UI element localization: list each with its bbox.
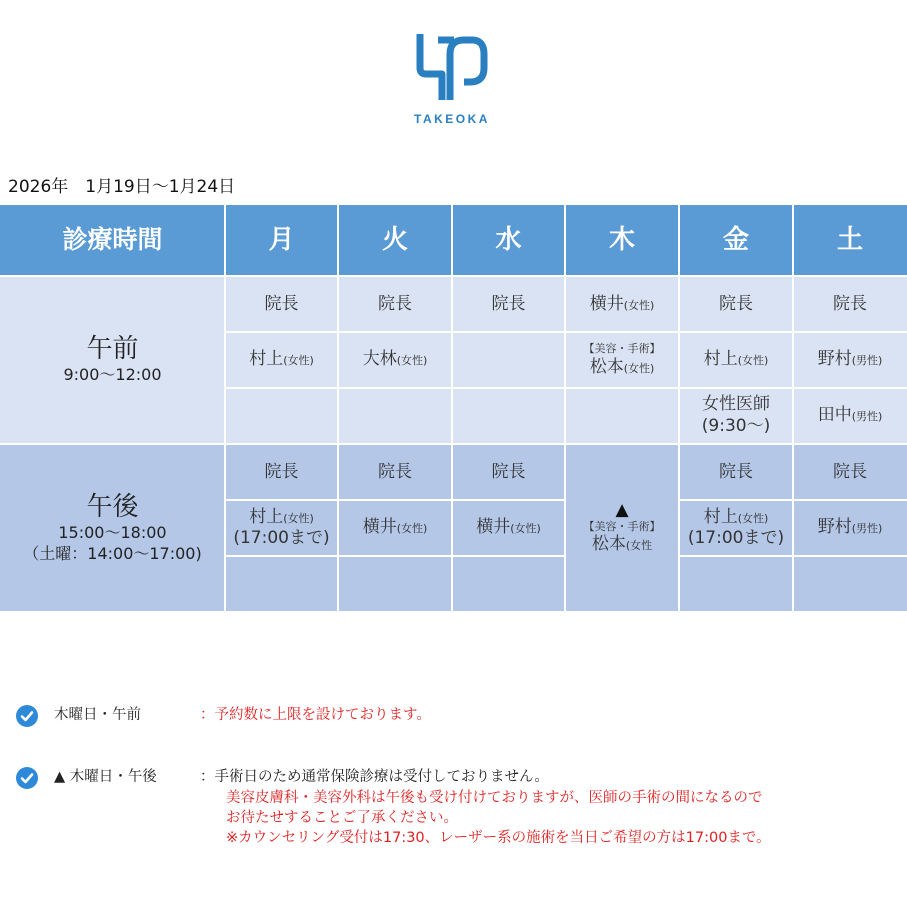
pm-r3-wed (452, 556, 565, 611)
pm-r3-fri (679, 556, 793, 611)
am-r1-tue (338, 277, 452, 332)
pm-r1-tue (338, 445, 452, 500)
header-day-thu: 木 (565, 205, 679, 275)
doctor-name: 横井 (589, 293, 624, 314)
pm-r3-sat (793, 556, 907, 611)
date-range: 2026年 1月19日～1月24日 (8, 177, 236, 197)
note-thursday-pm-label: ▲ 木曜日・午後 (54, 769, 157, 785)
pm-r2-mon (225, 500, 338, 556)
am-r1-sat (793, 277, 907, 332)
doctor-name: 松本 (589, 356, 624, 377)
pm-r2-sat (793, 500, 907, 556)
doctor-gender: (男性) (851, 409, 883, 423)
note-thursday-pm-sub-3: ※カウンセリング受付は17:30、レーザー系の施術を当日ご希望の方は17:00まで。 (226, 830, 771, 846)
grid-line (679, 499, 907, 501)
doctor-hours-note: (9:30～) (701, 415, 771, 436)
am-r1-fri (679, 277, 793, 332)
doctor-name: 院長 (264, 293, 299, 314)
afternoon-time: 15:00～18:00 (58, 522, 167, 542)
afternoon-time-saturday: （土曜：14:00～17:00) (23, 543, 202, 563)
am-r2-wed (452, 332, 565, 388)
grid-line (0, 443, 907, 445)
doctor-name: 院長 (833, 461, 867, 482)
doctor-name: 院長 (833, 293, 867, 314)
grid-line (225, 387, 907, 389)
doctor-name: 野村 (817, 349, 852, 370)
pm-r3-mon (225, 556, 338, 611)
afternoon-period-label (0, 445, 225, 611)
doctor-gender: (女性) (623, 298, 655, 312)
doctor-gender: (女性) (396, 354, 428, 368)
pm-r3-tue (338, 556, 452, 611)
grid-line (224, 205, 226, 611)
pm-r2-wed (452, 500, 565, 556)
note-thursday-am-label: 木曜日・午前 (54, 707, 141, 723)
doctor-hours-note: (17:00まで) (233, 528, 330, 548)
am-r3-thu (565, 388, 679, 443)
grid-line (337, 205, 339, 611)
doctor-gender: (女性) (623, 361, 655, 375)
doctor-name: 村上 (703, 349, 738, 370)
afternoon-title: 午後 (86, 491, 139, 522)
doctor-name: 院長 (378, 461, 412, 482)
doctor-gender: (女性 (625, 538, 653, 552)
grid-line (225, 555, 565, 557)
pm-r1-mon (225, 445, 338, 500)
doctor-name: 院長 (491, 461, 526, 482)
doctor-name: 院長 (264, 461, 299, 482)
doctor-gender: (女性) (737, 354, 769, 368)
grid-line (678, 205, 680, 611)
doctor-hours-note: (17:00まで) (687, 528, 785, 548)
am-r3-fri (679, 388, 793, 443)
doctor-gender: (女性) (510, 522, 541, 536)
pm-r1-wed (452, 445, 565, 500)
doctor-name: 女性医師 (702, 394, 770, 415)
am-r2-fri (679, 332, 793, 388)
note-thursday-pm-sub-1: 美容皮膚科・美容外科は午後も受け付けておりますが、医師の手術の間になるので (226, 790, 763, 806)
brand-name: TAKEOKA (414, 112, 490, 126)
morning-period-label (0, 277, 225, 443)
doctor-name: 院長 (491, 293, 526, 314)
doctor-gender: (女性) (283, 511, 314, 525)
morning-title: 午前 (86, 334, 139, 364)
am-r3-mon (225, 388, 338, 443)
note-thursday-am-text: ：予約数に上限を設けております。 (200, 707, 431, 723)
doctor-name: 横井 (362, 517, 397, 538)
pm-r1-fri (679, 445, 793, 500)
grid-line (564, 205, 566, 611)
grid-line (225, 331, 907, 333)
morning-time: 9:00～12:00 (63, 365, 162, 385)
header-hours-label: 診療時間 (0, 205, 225, 275)
doctor-gender: (男性) (851, 522, 883, 536)
header-day-fri: 金 (679, 205, 793, 275)
grid-line (792, 205, 794, 611)
am-r2-thu (565, 332, 679, 388)
header-day-mon: 月 (225, 205, 338, 275)
am-r1-mon (225, 277, 338, 332)
schedule-table (0, 205, 907, 611)
am-r2-mon (225, 332, 338, 388)
grid-line (0, 275, 907, 277)
doctor-name: 横井 (476, 517, 511, 538)
doctor-gender: (女性) (396, 522, 428, 536)
pm-thu-surgery (565, 445, 679, 611)
doctor-name: 野村 (817, 517, 852, 538)
note-thursday-pm-sub-2: お待たせすることご了承ください。 (226, 810, 458, 826)
cosmetic-surgery-tag: 【美容・手術】 (583, 519, 661, 533)
am-r2-tue (338, 332, 452, 388)
doctor-name: 院長 (719, 461, 753, 482)
am-r3-wed (452, 388, 565, 443)
grid-line (451, 205, 453, 611)
header-day-wed: 水 (452, 205, 565, 275)
doctor-name: 村上 (703, 506, 738, 527)
doctor-name: 大林 (362, 349, 397, 370)
doctor-gender: (女性) (737, 511, 769, 525)
doctor-name: 院長 (719, 293, 753, 314)
cosmetic-surgery-tag: 【美容・手術】 (583, 342, 661, 356)
doctor-name: 院長 (378, 293, 412, 314)
pm-r2-fri (679, 500, 793, 556)
takeoka-logo (400, 26, 510, 130)
am-r2-sat (793, 332, 907, 388)
doctor-name: 松本 (591, 533, 626, 554)
grid-line (225, 499, 565, 501)
check-circle-icon (16, 705, 38, 727)
am-r3-tue (338, 388, 452, 443)
doctor-gender: (男性) (851, 354, 883, 368)
pm-r1-sat (793, 445, 907, 500)
am-r1-thu (565, 277, 679, 332)
doctor-name: 村上 (249, 349, 284, 370)
check-circle-icon (16, 767, 38, 789)
takeoka-logo-mark-icon (414, 30, 488, 104)
header-day-tue: 火 (338, 205, 452, 275)
doctor-gender: (女性) (283, 354, 314, 368)
grid-line (679, 555, 907, 557)
doctor-name: 田中 (817, 404, 852, 425)
triangle-marker-icon: ▲ (615, 499, 629, 520)
doctor-name: 村上 (249, 506, 284, 527)
note-thursday-pm-text: ：手術日のため通常保険診療は受付しておりません。 (200, 769, 549, 785)
am-r1-wed (452, 277, 565, 332)
pm-r2-tue (338, 500, 452, 556)
am-r3-sat (793, 388, 907, 443)
header-day-sat: 土 (793, 205, 907, 275)
